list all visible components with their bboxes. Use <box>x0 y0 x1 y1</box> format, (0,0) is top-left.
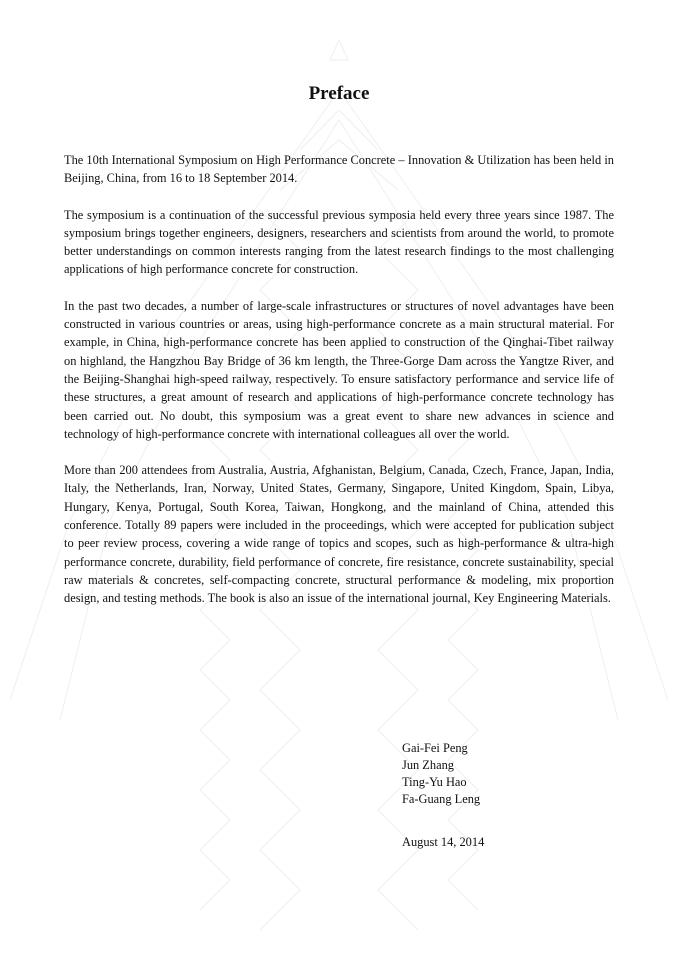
signature-block <box>402 740 480 808</box>
preface-body <box>64 151 614 626</box>
paragraph-2: The symposium is a continuation of the successful previous symposia held every three years since 1987. The symposium brings together engineers, designers, researchers and scientists from around the world, to promote better understandings on common interests ranging from the latest research findings to the most challenging applications of high performance concrete for construction. <box>64 207 614 277</box>
signatory-name: Jun Zhang <box>402 758 454 772</box>
signatory-name: Fa-Guang Leng <box>402 792 481 806</box>
preface-date: August 14, 2014 <box>402 835 485 849</box>
signatory-name: Ting-Yu Hao <box>402 775 467 789</box>
signatory-name: Gai-Fei Peng <box>402 741 468 755</box>
paragraph-3: In the past two decades, a number of large-scale infrastructures or structures of novel advantages have been constructed in various countries or areas, using high-performance concrete as a main structural material. For example, in China, high-performance concrete has been applied to construction of the Qinghai-Tibet railway on highland, the Hangzhou Bay Bridge of 36 km length, the Three-Gorge Dam across the Yangtze River, and the Beijing-Shanghai high-speed railway, respectively. To ensure satisfactory performance and service life of these structures, a great amount of research and applications of high-performance concrete technology has been carried out. No doubt, this symposium was a great event to share new advances in science and technology of high-performance concrete with international colleagues all over the world. <box>64 298 614 441</box>
paragraph-1: The 10th International Symposium on High Performance Concrete – Innovation & Utilization has been held in Beijing, China, from 16 to 18 September 2014. <box>64 153 614 186</box>
paragraph-4: More than 200 attendees from Australia, Austria, Afghanistan, Belgium, Canada, Czech, France, Japan, India, Italy, the Netherlands, Iran, Norway, United States, Germany, Singapore, United Kingdom, Spain, Libya, Hungary, Kenya, Portugal, South Korea, Taiwan, Hongkong, and the mainland of China, attended this conference. Totally 89 papers were included in the proceedings, which were accepted for publication subject to peer review process, covering a wide range of topics and scopes, such as high-performance & ultra-high performance concrete, durability, field performance of concrete, fire resistance, concrete sustainability, special raw materials & concretes, self-compacting concrete, structural performance & modeling, mix proportion design, and testing methods. The book is also an issue of the international journal, Key Engineering Materials. <box>64 463 614 606</box>
page-title: Preface <box>308 83 370 104</box>
